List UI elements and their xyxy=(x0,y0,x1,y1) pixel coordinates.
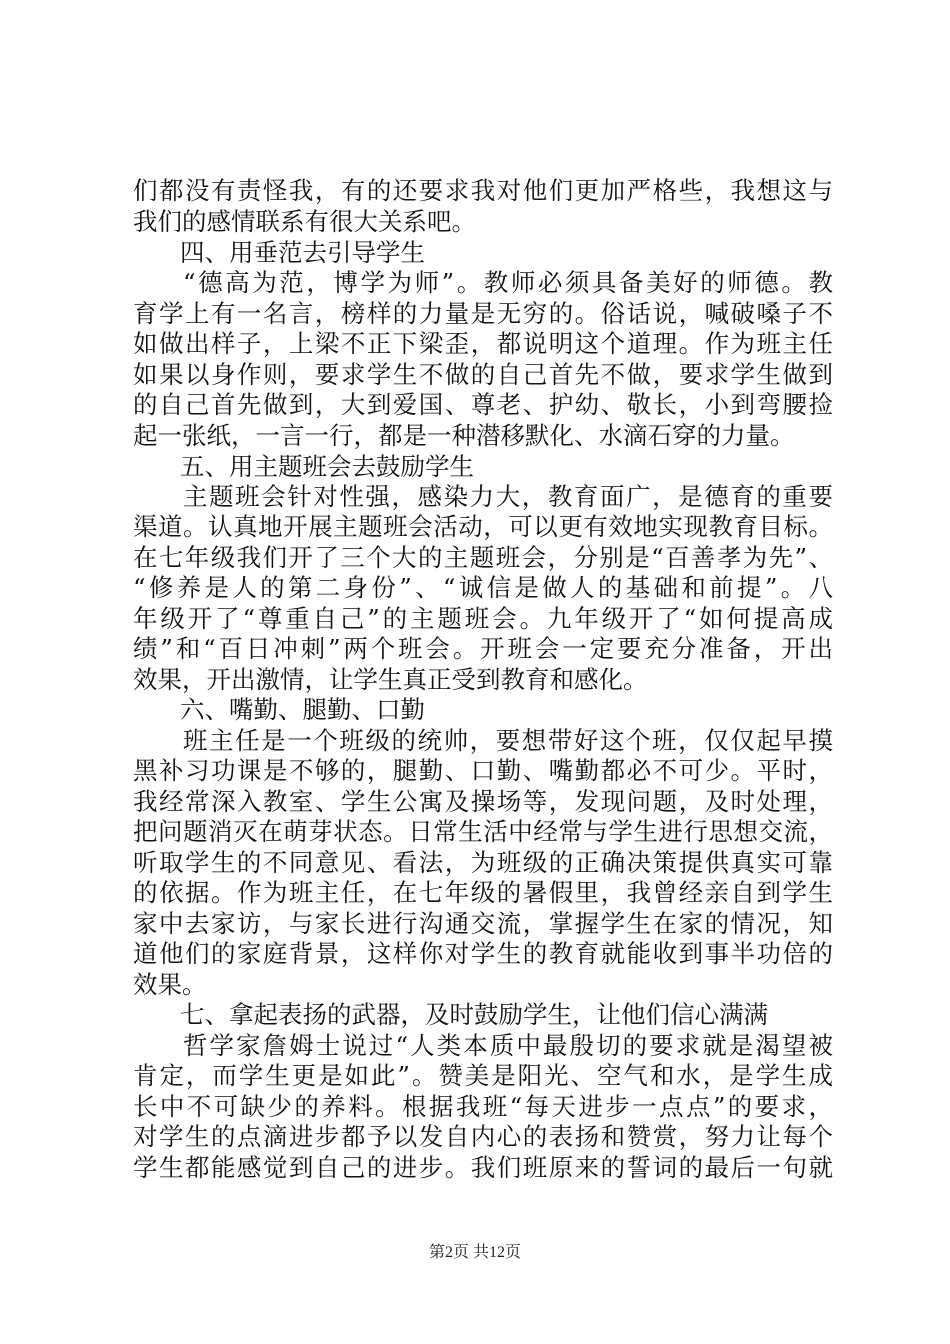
section-heading: 七、拿起表扬的武器，及时鼓励学生，让他们信心满满 xyxy=(180,1000,768,1029)
paragraph-line: 学生都能感觉到自己的进步。我们班原来的誓词的最后一句就 xyxy=(133,1153,833,1182)
paragraph-line: 主题班会针对性强，感染力大，教育面广，是德育的重要 xyxy=(183,482,833,511)
paragraph-line: 对学生的点滴进步都予以发自内心的表扬和赞赏，努力让每个 xyxy=(133,1122,833,1151)
paragraph-line: 的自己首先做到，大到爱国、尊老、护幼、敬长，小到弯腰捡 xyxy=(133,390,833,419)
paragraph-line: 把问题消灭在萌芽状态。日常生活中经常与学生进行思想交流， xyxy=(133,817,833,846)
paragraph-line: 听取学生的不同意见、看法，为班级的正确决策提供真实可靠 xyxy=(133,848,833,877)
paragraph-line: 育学上有一名言，榜样的力量是无穷的。俗话说，喊破嗓子不 xyxy=(133,299,833,328)
paragraph-line: 如果以身作则，要求学生不做的自己首先不做，要求学生做到 xyxy=(133,360,833,389)
paragraph-line: 渠道。认真地开展主题班会活动，可以更有效地实现教育目标。 xyxy=(133,512,833,541)
page-number-footer: 第2页 共12页 xyxy=(428,1244,521,1261)
paragraph-line: 年级开了“尊重自己”的主题班会。九年级开了“如何提高成 xyxy=(133,604,833,633)
paragraph-line: 我们的感情联系有很大关系吧。 xyxy=(133,207,476,236)
paragraph-line: 绩”和“百日冲刺”两个班会。开班会一定要充分准备，开出 xyxy=(133,634,833,663)
section-heading: 六、嘴勤、腿勤、口勤 xyxy=(180,695,425,724)
paragraph-line: 效果，开出激情，让学生真正受到教育和感化。 xyxy=(133,665,648,694)
paragraph-line: 效果。 xyxy=(133,970,207,999)
paragraph-line: 道他们的家庭背景，这样你对学生的教育就能收到事半功倍的 xyxy=(133,939,833,968)
paragraph-line: 长中不可缺少的养料。根据我班“每天进步一点点”的要求， xyxy=(133,1092,833,1121)
paragraph-line: “德高为范，博学为师”。教师必须具备美好的师德。教 xyxy=(183,268,833,297)
paragraph-line: 在七年级我们开了三个大的主题班会，分别是“百善孝为先”、 xyxy=(133,543,833,572)
section-heading: 五、用主题班会去鼓励学生 xyxy=(180,452,474,481)
paragraph-line: 班主任是一个班级的统帅，要想带好这个班，仅仅起早摸 xyxy=(183,726,833,755)
paragraph-line: 黑补习功课是不够的，腿勤、口勤、嘴勤都必不可少。平时， xyxy=(133,756,833,785)
paragraph-line: “修养是人的第二身份”、“诚信是做人的基础和前提”。八 xyxy=(133,573,833,602)
paragraph-line: 如做出样子，上梁不正下梁歪，都说明这个道理。作为班主任 xyxy=(133,329,833,358)
section-heading: 四、用垂范去引导学生 xyxy=(180,238,425,267)
paragraph-line: 家中去家访，与家长进行沟通交流，掌握学生在家的情况，知 xyxy=(133,909,833,938)
paragraph-line: 起一张纸，一言一行，都是一种潜移默化、水滴石穿的力量。 xyxy=(133,421,795,450)
paragraph-line: 我经常深入教室、学生公寓及操场等，发现问题，及时处理， xyxy=(133,787,833,816)
paragraph-line: 肯定，而学生更是如此”。赞美是阳光、空气和水，是学生成 xyxy=(133,1061,833,1090)
paragraph-line: 们都没有责怪我，有的还要求我对他们更加严格些，我想这与 xyxy=(133,176,833,205)
paragraph-line: 哲学家詹姆士说过“人类本质中最殷切的要求就是渴望被 xyxy=(183,1031,833,1060)
paragraph-line: 的依据。作为班主任，在七年级的暑假里，我曾经亲自到学生 xyxy=(133,878,833,907)
